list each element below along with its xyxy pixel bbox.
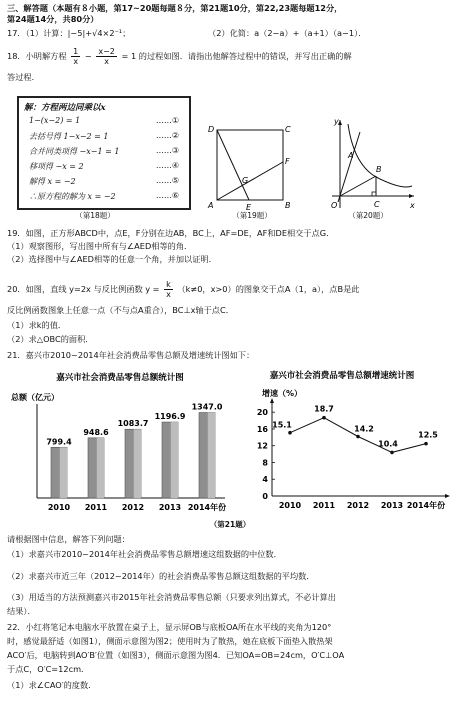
line-category-label: 2013 [380, 501, 404, 510]
fig18-step-mark: ……⑤ [155, 176, 179, 185]
q20-frac-num: k [166, 280, 171, 289]
bar-category-label: 2011 [84, 503, 108, 512]
line-value-label: 14.2 [354, 424, 374, 434]
fig18-step-mark: ……② [155, 131, 179, 140]
square-abcd [217, 130, 283, 200]
line-point [356, 435, 360, 439]
bar-chart-total-sales [5, 366, 230, 526]
fig18-step-text: 1−(x−2) = 1 [29, 116, 81, 125]
fig18-step-text: 解得 x = −2 [29, 177, 76, 186]
label-c: C [285, 125, 291, 134]
bar-category-label: 2012 [121, 503, 145, 512]
line-y-tick-label: 8 [262, 458, 268, 468]
section-title: 三、解答题（本题有８小题，第17~20题每题８分，第21题10分，第22,23题每题12分， [7, 3, 343, 13]
bar-value-label: 1196.9 [154, 412, 186, 422]
line-value-label: 15.1 [272, 420, 292, 430]
line-chart-y-arrow [270, 398, 274, 403]
q20-line1 [7, 278, 359, 300]
q17-part1: 17．（1）计算：|−5|+√4×2⁻¹； [7, 28, 131, 38]
fig18-step-text: 移项得 −x = 2 [29, 162, 84, 171]
hyperbola-curve [348, 124, 412, 187]
line-point [322, 416, 326, 420]
q21-intro-line: 21．嘉兴市2010~2014年社会消费品零售总额及增速统计图如下： [7, 350, 255, 360]
q20-fraction [164, 280, 173, 299]
fig18-step-mark: ……⑥ [155, 191, 179, 200]
q18-pre: 18．小明解方程 [7, 51, 67, 61]
line-chart-growth-rate [232, 364, 452, 526]
q20-post: （k≠0，x>0）的图象交于点A（1，a），点B是此 [177, 284, 360, 294]
label-d: D [208, 125, 215, 134]
line-category-label: 2010 [278, 501, 302, 510]
line-y-tick-label: 16 [256, 424, 268, 434]
line-category-label: 2011 [312, 501, 336, 510]
bar-highlight [60, 447, 67, 498]
bar-chart-ylabel: 总额（亿元） [11, 393, 59, 402]
line-category-label: 2012 [346, 501, 370, 510]
q22-part1: （1）求∠CAO′的度数． [7, 680, 97, 690]
fig18-caption: （第18题） [75, 211, 115, 220]
line-point [424, 442, 428, 446]
q21-charts-caption: （第21题） [209, 520, 251, 529]
q19-line1: 19．如图，正方形ABCD中，点E，F分别在边AB，BC上，AF=DE，AF和DE相交于点G． [7, 228, 335, 238]
x-axis-arrow [409, 194, 414, 198]
line-point [288, 431, 292, 435]
bar-category-label: 2014年份 [187, 503, 227, 512]
q18-line1 [7, 44, 352, 68]
fig18-step [29, 131, 179, 142]
fig18-title: 解：方程两边同乘以x [24, 103, 106, 113]
q18-minus: − [84, 51, 92, 61]
q22-line2: 时，感觉最舒适（如图1），侧面示意图为图2；使用时为了散热，她在底板下面垫入散热架 [7, 636, 333, 646]
q19-part1: （1）观察图形，写出图中所有与∠AED相等的角． [7, 241, 193, 251]
label-c: C [374, 200, 380, 209]
q21-part3: （3）用适当的方法预测嘉兴市2015年社会消费品零售总额（只要求列出算式，不必计算出 [7, 592, 336, 602]
fig20-caption: （第20题） [348, 211, 388, 220]
label-g: G [242, 176, 249, 185]
fig18-step-text: ∴原方程的解为 x = −2 [29, 192, 116, 201]
label-y: y [334, 117, 339, 126]
line-point [390, 451, 394, 455]
right-angle-mark [372, 192, 376, 196]
line-value-label: 12.5 [418, 430, 438, 440]
bar-highlight [134, 429, 141, 498]
label-o: O [331, 201, 338, 210]
label-b: B [376, 165, 382, 174]
q20-frac-den: x [166, 290, 171, 299]
q22-line3: ACO′后，电脑转到AO′B′位置（如图3），侧面示意图为图4．已知OA=OB=24cm，O′C⊥OA [7, 650, 345, 660]
label-x: x [410, 201, 415, 210]
line-chart-ylabel: 增速（%） [262, 389, 303, 398]
q20-line2: 反比例函数图象上任意一点（不与点A重合），BC⊥x轴于点C． [7, 305, 234, 315]
q18-line2: 答过程． [7, 72, 40, 82]
q21-part1: （1）求嘉兴市2010~2014年社会消费品零售总额增速这组数据的中位数． [7, 549, 282, 559]
fig18-step [29, 146, 179, 157]
line-category-label: 2014年份 [406, 501, 446, 510]
bar-category-label: 2013 [158, 503, 182, 512]
bar-category-label: 2010 [47, 503, 71, 512]
bar-value-label: 799.4 [46, 437, 72, 447]
line-y-tick-label: 12 [256, 441, 268, 451]
label-b: B [285, 201, 291, 210]
q18-post: = 1 的过程如图．请指出他解答过程中的错误，并写出正确的解 [121, 51, 352, 61]
section-title-cont: 第24题14分，共80分） [7, 14, 99, 24]
fig18-step [29, 116, 179, 125]
q22-line4: 于点C，O′C=12cm． [7, 664, 90, 674]
line-chart-title: 嘉兴市社会消费品零售总额增速统计图 [269, 371, 415, 381]
label-f: F [285, 157, 290, 166]
fig20-function-diagram [318, 116, 418, 212]
bar-highlight [208, 413, 215, 498]
q19-part2: （2）选择图中与∠AED相等的任意一个角，并加以证明． [7, 254, 217, 264]
bar-value-label: 948.6 [83, 427, 109, 437]
fig18-step [29, 176, 179, 187]
q21-part3-cont: 结果）． [7, 606, 36, 616]
bar-value-label: 1083.7 [117, 419, 149, 429]
q20-part2: （2）求△OBC的面积． [7, 334, 94, 344]
fig18-step-text: 合并同类项得 −x−1 = 1 [29, 147, 120, 156]
q20-part1: （1）求k的值． [7, 320, 67, 330]
q17-part2: （2）化简：a（2−a）+（a+1）（a−1）． [208, 28, 367, 38]
frac2-den: x [104, 57, 109, 66]
segment-af [217, 162, 283, 200]
frac1-num: 1 [73, 47, 79, 56]
line-y-tick-label: 20 [256, 408, 268, 418]
fraction-1 [71, 47, 80, 66]
bar-highlight [171, 422, 178, 498]
q22-line1: 22．小红将笔记本电脑水平放置在桌子上，显示屏OB与底板OA所在水平线的夹角为120° [7, 622, 332, 632]
label-e: E [246, 203, 252, 212]
line-chart-x-arrow [445, 494, 450, 498]
fig18-step [29, 191, 179, 202]
label-a: A [208, 201, 214, 210]
bar-highlight [97, 438, 104, 498]
frac2-num: x−2 [98, 47, 115, 56]
label-a: A [348, 151, 354, 160]
fig19-square-diagram [205, 120, 295, 212]
bar-chart-title: 嘉兴市社会消费品零售总额统计图 [56, 373, 184, 383]
q20-pre: 20．如图，直线 y=2x 与反比例函数 y = [7, 284, 160, 294]
fig18-step [29, 161, 179, 172]
segment-de [217, 130, 249, 200]
line-y-tick-label: 4 [262, 475, 268, 485]
fig18-step-mark: ……① [155, 116, 179, 125]
line-value-label: 18.7 [314, 404, 334, 414]
q21-part2: （2）求嘉兴市近三年（2012~2014年）的社会消费品零售总额这组数据的平均数． [7, 571, 315, 581]
bar-value-label: 1347.0 [191, 402, 223, 412]
frac1-den: x [73, 57, 79, 66]
fig18-step-mark: ……④ [155, 161, 179, 170]
fig18-solution-box [17, 96, 191, 210]
fig19-caption: （第19题） [232, 211, 272, 220]
fig18-step-mark: ……③ [155, 146, 179, 155]
fraction-2 [96, 47, 117, 66]
line-value-label: 10.4 [378, 439, 398, 449]
fig18-step-text: 去括号得 1−x−2 = 1 [29, 132, 109, 141]
line-y-tick-label: 0 [262, 492, 268, 501]
q21-instructions: 请根据图中信息，解答下列问题： [7, 534, 130, 544]
